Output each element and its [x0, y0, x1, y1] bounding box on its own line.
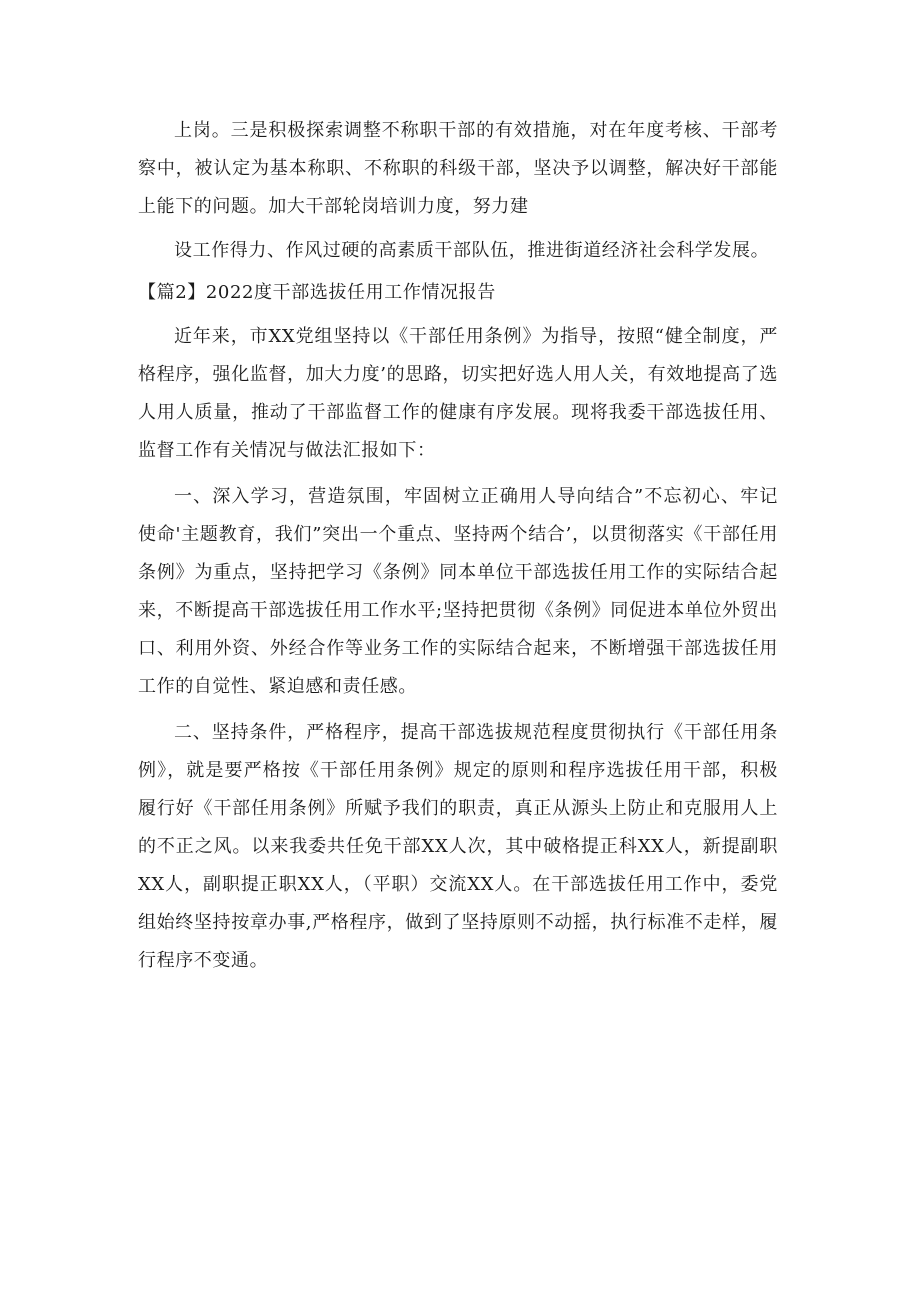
- paragraph-continuation: 上岗。三是积极探索调整不称职干部的有效措施，对在年度考核、干部考察中，被认定为基本称职、不称职的科级干部，坚决予以调整，解决好干部能上能下的问题。加大干部轮岗培训力度，努力建: [138, 120, 778, 217]
- paragraph-closing: 设工作得力、作风过硬的高素质干部队伍，推进街道经济社会科学发展。: [174, 240, 770, 261]
- section-heading: 【篇2】2022度干部选拔任用工作情况报告: [138, 282, 496, 303]
- paragraph-section-two: 二、坚持条件，严格程序，提高干部选拔规范程度贯彻执行《干部任用条例》，就是要严格按《干部任用条例》规定的原则和程序选拔任用干部，积极履行好《干部任用条例》所赋予我们的职责，真正从源头上防止和克服用人上的不正之风。以来我委共任免干部XX人次，其中破格提正科XX人，新提副职XX人，副职提正职XX人，（平职）交流XX人。在干部选拔任用工作中，委党组始终坚持按章办事,严格程序，做到了坚持原则不动摇，执行标准不走样，履行程序不变通。: [138, 722, 778, 971]
- document-body: [138, 112, 778, 980]
- paragraph-intro: 近年来，市XX党组坚持以《干部任用条例》为指导，按照“健全制度，严格程序，强化监督，加大力度’的思路，切实把好选人用人关，有效地提高了选人用人质量，推动了干部监督工作的健康有序发展。现将我委干部选拔任用、监督工作有关情况与做法汇报如下：: [138, 326, 778, 461]
- paragraph-section-one: 一、深入学习，营造氛围，牢固树立正确用人导向结合”不忘初心、牢记使命'主题教育，我们”突出一个重点、坚持两个结合’，以贯彻落实《干部任用条例》为重点，坚持把学习《条例》同本单位干部选拔任用工作的实际结合起来，不断提高干部选拔任用工作水平;坚持把贯彻《条例》同促进本单位外贸出口、利用外资、外经合作等业务工作的实际结合起来，不断增强干部选拔任用工作的自觉性、紧迫感和责任感。: [138, 486, 778, 697]
